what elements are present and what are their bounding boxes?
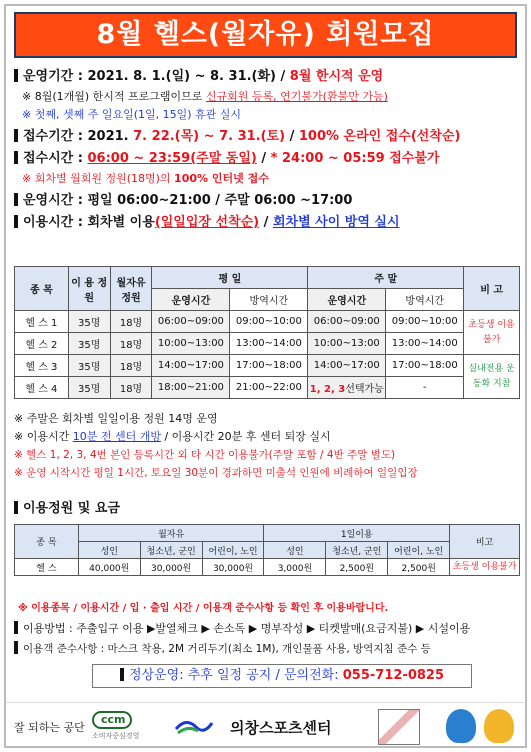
h-wd-q: 방역시간 <box>230 289 308 311</box>
table-row: 헬 스 4 35명 18명 18:00~21:00 21:00~22:00 1, 2, 3선택가능 - <box>15 377 520 399</box>
bullet-bar <box>14 69 18 82</box>
emblem-icon <box>378 709 420 745</box>
h-we-q: 방역시간 <box>386 289 464 311</box>
mascot-icon <box>484 709 514 743</box>
page-title: 8월 헬스(월자유) 회원모집 <box>14 12 517 58</box>
footer: 잘 되하는 공단 ccm 소비자중심경영 의창스포츠센터 <box>6 702 525 746</box>
center-logo-icon <box>174 715 214 737</box>
reception-period-line: 접수기간 : 2021. 7. 22.(목) ~ 7. 31.(토) / 100% 온라인 접수(선착순) <box>14 128 460 146</box>
table-row: 헬 스 40,000원 30,000원 30,000원 3,000원 2,500원 2,500원 초등생 이용불가 <box>15 559 520 576</box>
phone-number: 055-712-0825 <box>342 668 444 683</box>
h-monthly: 월자유 정원 <box>110 267 152 311</box>
fees-h-daily: 1일이용 <box>264 525 450 542</box>
reception-note: ※ 회차별 월회원 정원(18명)의 100% 인터넷 접수 <box>22 172 269 185</box>
fees-h-remarks: 비고 <box>450 525 520 559</box>
h-weekday: 평 일 <box>152 267 308 289</box>
usage-time-line: 이용시간 : 회차별 이용(일일입장 선착순) / 회차별 사이 방역 실시 <box>14 214 400 232</box>
method-line: 이용방법 : 주출입구 이용 ▶발열체크 ▶ 손소독 ▶ 명부작성 ▶ 티켓발매(요금지불) ▶ 시설이용 <box>14 620 470 638</box>
center-name: 의창스포츠센터 <box>230 719 332 737</box>
warning-line: ※ 이용종목 / 이용시간 / 입 · 출입 시간 / 이용객 준수사항 등 확인 후 이용바랍니다. <box>18 603 389 614</box>
h-remarks: 비 고 <box>464 267 520 311</box>
table-row: 헬 스 1 35명 18명 06:00~09:00 09:00~10:00 06:00~09:00 09:00~10:00 초등생 이용불가 <box>15 311 520 333</box>
mascot-icon <box>446 709 476 743</box>
fees-h-monthly: 월자유 <box>78 525 264 542</box>
table-row: 헬 스 2 35명 18명 10:00~13:00 13:00~14:00 10:00~13:00 13:00~14:00 <box>15 333 520 355</box>
limited-text: 8월 한시적 운영 <box>289 69 384 84</box>
remark-no-children: 초등생 이용불가 <box>464 311 520 355</box>
fees-h-item: 종 목 <box>15 525 79 559</box>
period-note-2: ※ 첫째, 셋째 주 일요일(1일, 15일) 휴관 실시 <box>22 108 242 121</box>
table-row: 헬 스 3 35명 18명 14:00~17:00 17:00~18:00 14:00~17:00 17:00~18:00 실내전용 운동화 지참 <box>15 355 520 377</box>
h-weekend: 주 말 <box>308 267 464 289</box>
h-item: 종 목 <box>15 267 69 311</box>
contact-box: 정상운영: 추후 일정 공지 / 문의전화: 055-712-0825 <box>92 664 472 688</box>
h-capacity: 이 용 정 원 <box>68 267 110 311</box>
period-note-1: ※ 8월(1개월) 한시적 프로그램이므로 신규회원 등록, 연기불가(환불만 가능) <box>22 90 388 103</box>
h-wd-op: 운영시간 <box>152 289 230 311</box>
period-line: 운영기간 : 2021. 8. 1.(일) ~ 8. 31.(화) / 8월 한시적 운영 <box>14 68 383 86</box>
fees-heading: 이용정원 및 요금 <box>14 500 120 518</box>
operating-time-line: 운영시간 : 평일 06:00~21:00 / 주말 06:00 ~17:00 <box>14 192 352 210</box>
slogan: 잘 되하는 공단 <box>14 721 85 734</box>
fees-table: 종 목 월자유 1일이용 비고 성인 청소년, 군인 어린이, 노인 성인 청소년, 군인 어린이, 노인 헬 스 40,000원 30,000원 30,000원 3,000원 2,500원 2,500원 초등생 이용불가 <box>14 524 520 576</box>
schedule-table <box>14 266 520 399</box>
note-time-restriction: ※ 헬스 1, 2, 3, 4번 본인 등록시간 외 타 시간 이용불가(주말 포함 / 4반 주말 별도) <box>14 449 396 461</box>
note-open-time: ※ 이용시간 10분 전 센터 개방 / 이용시간 20분 후 센터 퇴장 실시 <box>14 430 331 443</box>
note-late-entry: ※ 운영 시작시간 평일 1시간, 토요일 30분이 경과하면 미출석 인원에 비례하여 일일입장 <box>14 467 418 479</box>
h-we-op: 운영시간 <box>308 289 386 311</box>
remark-indoor-shoes: 실내전용 운동화 지참 <box>464 355 520 399</box>
rules-line: 이용객 준수사항 : 마스크 착용, 2M 거리두기(최소 1M), 개인물품 사용, 방역지침 준수 등 <box>14 640 431 658</box>
reception-time-line: 접수시간 : 06:00 ~ 23:59(주말 동일) / * 24:00 ~ 05:59 접수불가 <box>14 150 439 168</box>
note-weekend: ※ 주말은 회차별 일일이용 정원 14명 운영 <box>14 412 218 425</box>
